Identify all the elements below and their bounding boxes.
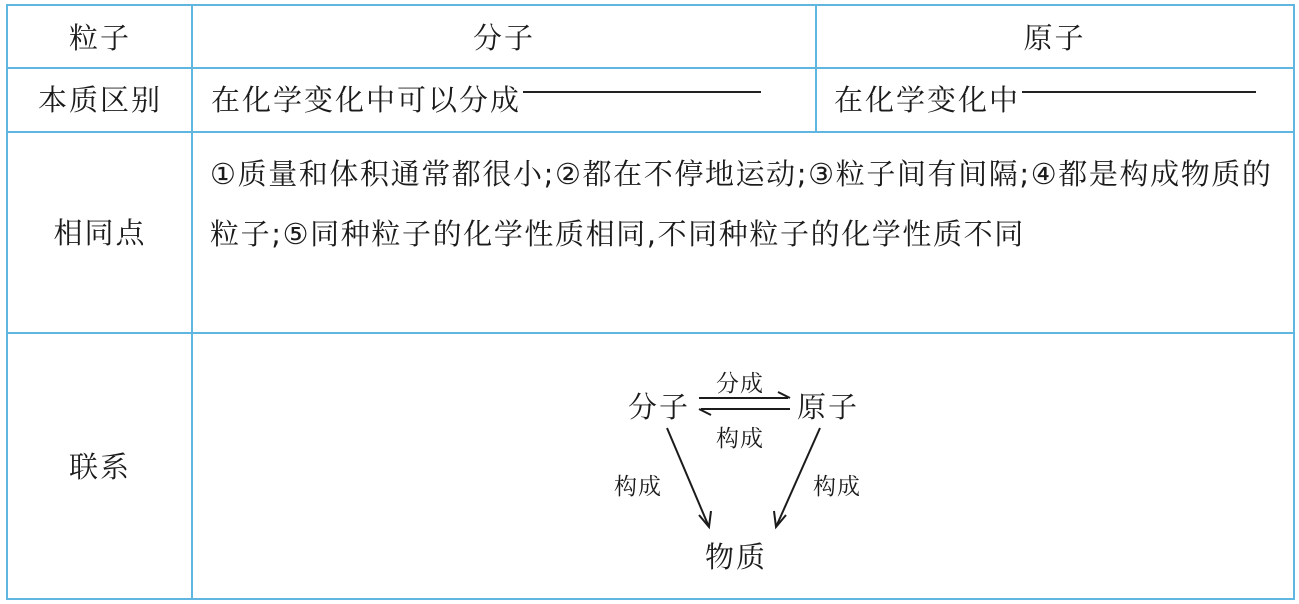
molecule-difference-text: 在化学变化中可以分成: [211, 82, 522, 117]
header-atom: 原子: [1023, 21, 1086, 55]
diagram-substance: 物质: [705, 540, 768, 574]
diagram-atom: 原子: [797, 390, 860, 424]
diagram-label-compose-right: 构成: [813, 474, 861, 500]
header-particle: 粒子: [68, 21, 131, 55]
atom-difference-text: 在化学变化中: [834, 82, 1021, 117]
arrow-atom-to-substance: [776, 428, 820, 527]
label-essential-difference: 本质区别: [37, 82, 162, 117]
label-connection: 联系: [68, 449, 131, 484]
similarities-text: ①质量和体积通常都很小;②都在不停地运动;③粒子间有间隔;④都是构成物质的粒子;⑤同种粒子的化学性质相同,不同种粒子的化学性质不同: [210, 157, 1273, 251]
label-similarities: 相同点: [53, 216, 147, 250]
diagram-molecule: 分子: [628, 390, 691, 424]
diagram-label-compose-top: 构成: [716, 426, 764, 452]
diagram-label-split: 分成: [716, 371, 764, 397]
arrow-molecule-to-substance: [667, 428, 709, 527]
diagram-label-compose-left: 构成: [614, 474, 662, 500]
header-molecule: 分子: [472, 21, 535, 55]
